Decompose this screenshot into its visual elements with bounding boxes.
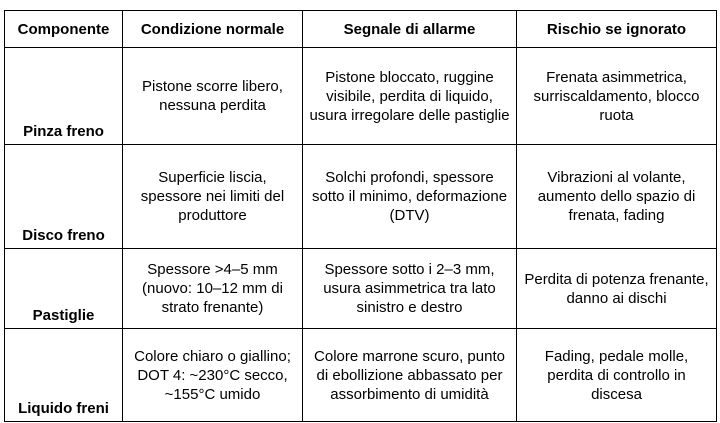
risk-cell: Perdita di potenza frenante, danno ai dischi xyxy=(517,249,717,329)
normal-condition-cell: Pistone scorre libero, nessuna perdita xyxy=(123,48,303,145)
normal-condition-cell: Spessore >4–5 mm (nuovo: 10–12 mm di strato frenante) xyxy=(123,249,303,329)
alarm-signal-cell: Spessore sotto i 2–3 mm, usura asimmetrica tra lato sinistro e destro xyxy=(303,249,517,329)
alarm-signal-cell: Pistone bloccato, ruggine visibile, perdita di liquido, usura irregolare delle pastiglie xyxy=(303,48,517,145)
header-componente: Componente xyxy=(5,11,123,48)
normal-condition-cell: Colore chiaro o giallino; DOT 4: ~230°C secco, ~155°C umido xyxy=(123,329,303,422)
brake-inspection-table xyxy=(4,10,717,422)
table-row xyxy=(5,249,717,329)
component-cell: Liquido freni xyxy=(5,329,123,422)
component-cell: Pinza freno xyxy=(5,48,123,145)
header-rischio-se-ignorato: Rischio se ignorato xyxy=(517,11,717,48)
table-row xyxy=(5,48,717,145)
risk-cell: Vibrazioni al volante, aumento dello spazio di frenata, fading xyxy=(517,145,717,249)
header-segnale-di-allarme: Segnale di allarme xyxy=(303,11,517,48)
table-row xyxy=(5,145,717,249)
table-row xyxy=(5,329,717,422)
normal-condition-cell: Superficie liscia, spessore nei limiti del produttore xyxy=(123,145,303,249)
alarm-signal-cell: Colore marrone scuro, punto di ebollizione abbassato per assorbimento di umidità xyxy=(303,329,517,422)
risk-cell: Fading, pedale molle, perdita di controllo in discesa xyxy=(517,329,717,422)
component-cell: Pastiglie xyxy=(5,249,123,329)
component-cell: Disco freno xyxy=(5,145,123,249)
alarm-signal-cell: Solchi profondi, spessore sotto il minimo, deformazione (DTV) xyxy=(303,145,517,249)
risk-cell: Frenata asimmetrica, surriscaldamento, blocco ruota xyxy=(517,48,717,145)
table-header-row xyxy=(5,11,717,48)
header-condizione-normale: Condizione normale xyxy=(123,11,303,48)
